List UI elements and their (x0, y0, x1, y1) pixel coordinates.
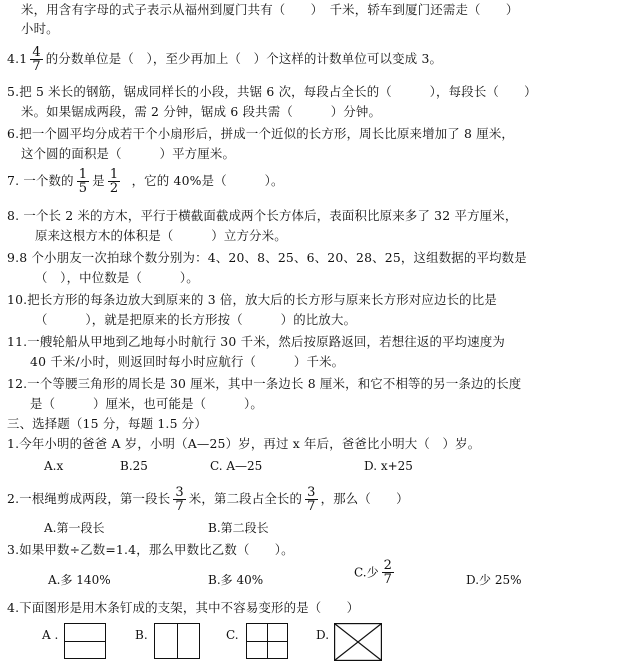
choice-4-figure-b[interactable] (154, 623, 200, 659)
question-8-line-1: 8. 一个长 2 米的方木，平行于横截面截成两个长方体后，表面积比原来多了 32 平方厘米， (7, 208, 518, 223)
q7-f1-den: 5 (78, 181, 88, 196)
question-6-line-1: 6.把一个圆平均分成若干个小扇形后，拼成一个近似的长方形，周长比原来增加了 8 厘米， (7, 126, 515, 141)
choice-4-label-c: C. (226, 628, 239, 642)
question-5-line-1: 5.把 5 米长的钢筋，锯成同样长的小段，共锯 6 次，每段占全长的（ ），每段长（ ） (7, 84, 537, 99)
q7-f2-den: 2 (109, 181, 119, 196)
question-11-line-2: 40 千米/小时，则返回时每小时应航行（ ）千米。 (30, 354, 345, 369)
question-12-line-2: 是（ ）厘米，也可能是（ ）。 (30, 396, 264, 411)
question-4 (7, 46, 442, 73)
c2-f1-den: 7 (175, 499, 184, 514)
choice-4-figure-a[interactable] (64, 623, 106, 659)
choice-3-option-c[interactable] (354, 559, 397, 586)
c2-prefix: 2.一根绳剪成两段，第一段长 (7, 491, 171, 506)
c2-f2-den: 7 (307, 499, 316, 514)
q4-frac-num: 4 (32, 45, 41, 60)
choice-1-option-d[interactable]: D. x+25 (364, 459, 413, 473)
q7-prefix: 7. 一个数的 (7, 173, 74, 188)
q7-fraction-2 (108, 168, 120, 195)
q4-fraction (30, 46, 42, 73)
choice-4-label-d: D. (316, 628, 330, 642)
choice-4-figure-c[interactable] (246, 623, 288, 659)
choice-1-option-a[interactable]: A.x (44, 459, 64, 473)
q4-frac-den: 7 (32, 59, 41, 74)
c2-f2-num: 3 (307, 485, 316, 500)
choice-4-label-b: B. (135, 628, 148, 642)
q4-prefix: 4.1 (7, 51, 28, 66)
choice-3-option-b[interactable]: B.多 40% (208, 573, 264, 587)
c3-optc-den: 7 (383, 572, 392, 587)
choice-1-option-c[interactable]: C. A—25 (210, 459, 263, 473)
question-7 (7, 168, 284, 195)
question-9-line-1: 9.8 个小朋友一次拍球个数分别为：4、20、8、25、6、20、28、25，这组数据的平均数是 (7, 250, 527, 265)
choice-2-option-a[interactable]: A.第一段长 (44, 521, 105, 535)
q7-text: ，它的 40%是（ ）。 (131, 173, 284, 188)
q3-line-1: 米，用含有字母的式子表示从福州到厦门共有（ ） 千米，轿车到厦门还需走（ ） (21, 2, 519, 17)
q7-mid: 是 (92, 173, 105, 188)
figure-b-upright (177, 624, 178, 658)
choice-1: 1.今年小明的爸爸 A 岁，小明（A—25）岁，再过 x 年后，爸爸比小明大（ ）岁。 (7, 436, 481, 451)
c3-optc-prefix: C.少 (354, 565, 379, 580)
question-8-line-2: 原来这根方木的体积是（ ）立方分米。 (35, 228, 287, 243)
figure-c-crossbar (247, 641, 287, 642)
question-10-line-1: 10.把长方形的每条边放大到原来的 3 倍，放大后的长方形与原来长方形对应边长的比是 (7, 292, 497, 307)
figure-a-crossbar (65, 641, 105, 642)
question-5-line-2: 米。如果锯成两段，需 2 分钟，锯成 6 段共需（ ）分钟。 (21, 104, 382, 119)
q3-line-2: 小时。 (21, 21, 59, 36)
choice-3-option-a[interactable]: A.多 140% (48, 573, 111, 587)
question-11-line-1: 11.一艘轮船从甲地到乙地每小时航行 30 千米，然后按原路返回，若想往返的平均速度为 (7, 334, 506, 349)
c2-f1-num: 3 (175, 485, 184, 500)
c2-fraction-2 (305, 486, 317, 513)
question-9-line-2: （ ），中位数是（ ）。 (35, 270, 199, 285)
choice-1-option-b[interactable]: B.25 (120, 459, 148, 473)
q7-f2-num: 1 (109, 167, 119, 182)
choice-3: 3.如果甲数÷乙数=1.4，那么甲数比乙数（ ）。 (7, 542, 294, 557)
question-12-line-1: 12.一个等腰三角形的周长是 30 厘米，其中一条边长 8 厘米，和它不相等的另一条边的长度 (7, 376, 522, 391)
choice-2-option-b[interactable]: B.第二段长 (208, 521, 269, 535)
q4-text: 的分数单位是（ ），至少再加上（ ）个这样的计数单位可以变成 3。 (45, 51, 443, 66)
section-3-heading: 三、选择题（15 分，每题 1.5 分） (7, 416, 207, 431)
c3-optc-fraction (382, 559, 394, 586)
choice-3-option-d[interactable]: D.少 25% (466, 573, 522, 587)
choice-4-label-a: A . (42, 628, 59, 642)
c2-text: ，那么（ ） (320, 491, 409, 506)
c2-fraction-1 (173, 486, 185, 513)
question-6-line-2: 这个圆的面积是（ ）平方厘米。 (21, 146, 236, 161)
choice-4: 4.下面图形是用木条钉成的支架，其中不容易变形的是（ ） (7, 600, 360, 615)
question-10-line-2: （ ），就是把原来的长方形按（ ）的比放大。 (35, 312, 357, 327)
c3-optc-num: 2 (383, 558, 392, 573)
choice-2 (7, 486, 409, 513)
q7-f1-num: 1 (78, 167, 88, 182)
c2-mid: 米，第二段占全长的 (188, 491, 303, 506)
q7-fraction-1 (77, 168, 89, 195)
choice-4-figure-d[interactable] (334, 623, 382, 661)
figure-d-braced-frame (334, 623, 382, 661)
